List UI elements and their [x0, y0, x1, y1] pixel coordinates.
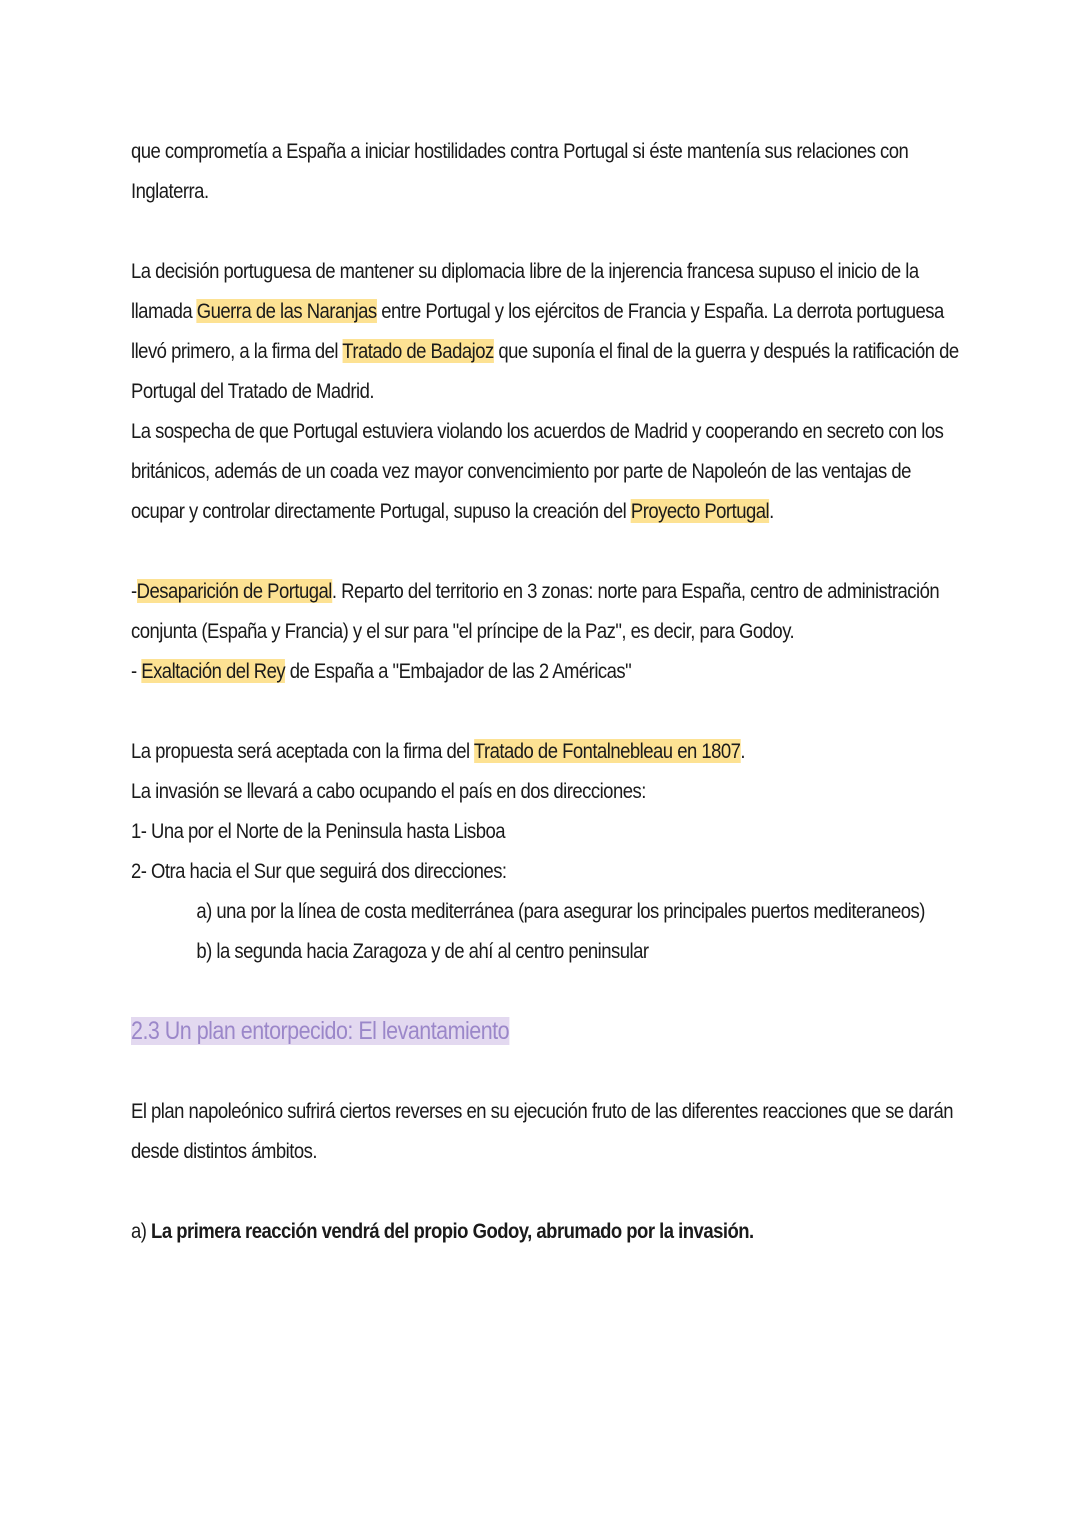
highlight-proyecto-portugal: Proyecto Portugal — [630, 499, 770, 523]
spacer — [131, 971, 961, 1011]
text: La decisión portuguesa de mantener su diplomacia libre de la injerencia francesa supuso el inicio de la llamada — [131, 259, 919, 323]
highlight-desaparicion-portugal: Desaparición de Portugal — [136, 579, 332, 603]
list-item-2: 2- Otra hacia el Sur que seguirá dos direcciones: — [131, 859, 507, 883]
paragraph-desaparicion-portugal — [131, 571, 961, 651]
bold-text: La primera reacción vendrá del propio Godoy, abrumado por la invasión. — [151, 1219, 754, 1243]
spacer — [131, 211, 961, 251]
text: La propuesta será aceptada con la firma del — [131, 739, 474, 763]
document-page — [131, 131, 959, 1251]
highlight-tratado-fontainebleau: Tratado de Fontalnebleau en 1807 — [473, 739, 741, 763]
spacer — [131, 1171, 961, 1211]
text: que suponía el final de la guerra y después la ratificación de Portugal del Tratado de Madrid. — [131, 339, 959, 403]
text: a) — [131, 1219, 152, 1243]
text: - — [131, 659, 142, 683]
highlight-guerra-naranjas: Guerra de las Naranjas — [196, 299, 377, 323]
list-subitem-a: a) una por la línea de costa mediterránea (para asegurar los principales puertos mediteraneos) — [196, 899, 925, 923]
text: entre Portugal y los ejércitos de Francia y España. La derrota portuguesa llevó primero, a la firma del — [131, 299, 944, 363]
paragraph-proyecto-portugal — [131, 411, 961, 531]
spacer — [131, 531, 961, 571]
text: . — [740, 739, 746, 763]
text: La sospecha de que Portugal estuviera violando los acuerdos de Madrid y cooperando en secreto con los británicos, además de un coada vez mayor convencimiento por parte de Napoleón de las ventajas de ocupar y controlar directamente Portugal, supuso la creación del — [131, 419, 944, 523]
paragraph-guerra-naranjas — [131, 251, 961, 411]
spacer — [131, 1051, 961, 1091]
highlight-exaltacion-rey: Exaltación del Rey — [141, 659, 286, 683]
text: . — [769, 499, 774, 523]
paragraph-treaty-obligation: que comprometía a España a iniciar hostilidades contra Portugal si éste mantenía sus relaciones con Inglaterra. — [131, 139, 909, 203]
text: - — [131, 579, 137, 603]
text: de España a "Embajador de las 2 Américas" — [285, 659, 632, 683]
text: . Reparto del territorio en 3 zonas: norte para España, centro de administración conjunta (España y Francia) y el sur para "el príncipe de la Paz", es decir, para Godoy. — [131, 579, 940, 643]
spacer — [131, 691, 961, 731]
list-item-1: 1- Una por el Norte de la Peninsula hasta Lisboa — [131, 819, 506, 843]
highlight-tratado-badajoz: Tratado de Badajoz — [342, 339, 494, 363]
section-heading-text: 2.3 Un plan entorpecido: El levantamiento — [131, 1017, 510, 1045]
paragraph-godoy-reaction — [131, 1211, 961, 1251]
paragraph-plan-reverses: El plan napoleónico sufrirá ciertos reverses en su ejecución fruto de las diferentes reacciones que se darán desde distintos ámbitos. — [131, 1099, 954, 1163]
paragraph-exaltacion-rey — [131, 651, 961, 691]
list-subitem-b: b) la segunda hacia Zaragoza y de ahí al centro peninsular — [196, 939, 649, 963]
section-heading — [131, 1011, 961, 1051]
paragraph-invasion-intro: La invasión se llevará a cabo ocupando el país en dos direcciones: — [131, 779, 646, 803]
paragraph-tratado-fontainebleau — [131, 731, 961, 771]
